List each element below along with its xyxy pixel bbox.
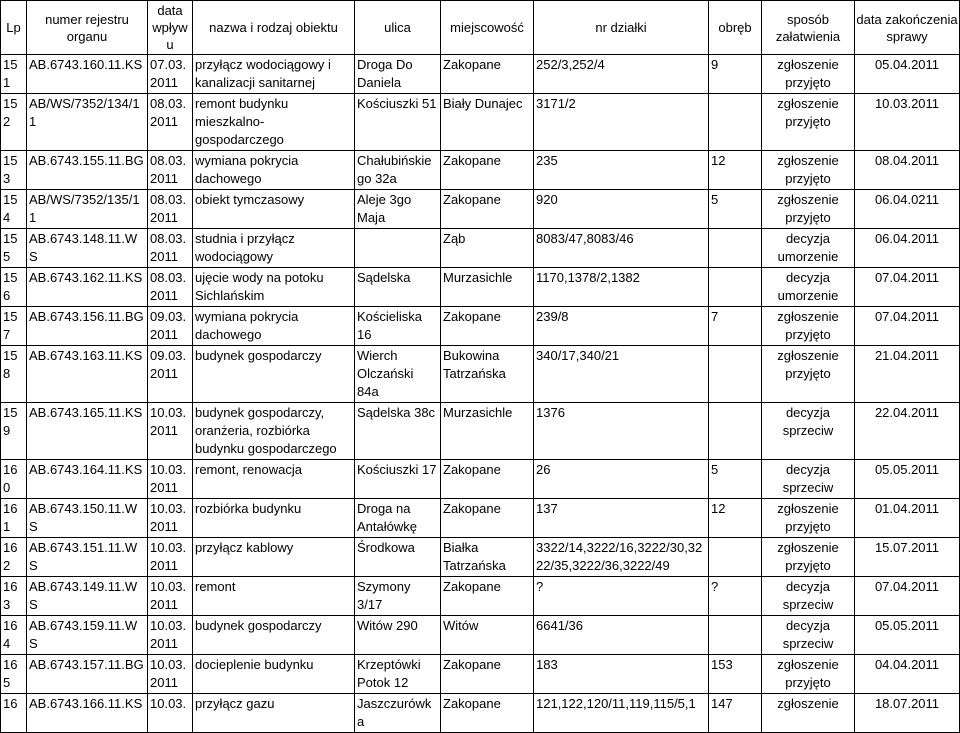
- cell-obreb: 12: [709, 499, 762, 538]
- cell-data-wplywu: 09.03. 2011: [148, 307, 193, 346]
- cell-numer-rejestru: AB.6743.159.11.WS: [27, 616, 148, 655]
- cell-miejscowosc: Zakopane: [441, 151, 534, 190]
- cell-data-wplywu: 10.03. 2011: [148, 460, 193, 499]
- cell-ulica: Jaszczurówka: [355, 694, 441, 733]
- cell-data-wplywu: 10.03. 2011: [148, 655, 193, 694]
- table-row: [1, 346, 960, 403]
- cell-nr-dzialki: 239/8: [534, 307, 709, 346]
- cell-data-zakonczenia: 07.04.2011: [855, 577, 960, 616]
- cell-ulica: Droga Do Daniela: [355, 55, 441, 94]
- cell-sposob: zgłoszenie przyjęto: [762, 538, 855, 577]
- cell-numer-rejestru: AB.6743.155.11.BG: [27, 151, 148, 190]
- cell-data-zakonczenia: 01.04.2011: [855, 499, 960, 538]
- header-numer-rejestru: numer rejestru organu: [27, 1, 148, 55]
- cell-nazwa: przyłącz wodociągowy i kanalizacji sanitarnej: [193, 55, 355, 94]
- cell-nazwa: przyłącz kablowy: [193, 538, 355, 577]
- cell-sposob: decyzja umorzenie: [762, 229, 855, 268]
- cell-lp: 15 3: [1, 151, 27, 190]
- cell-miejscowosc: Zakopane: [441, 577, 534, 616]
- cell-data-wplywu: 10.03. 2011: [148, 616, 193, 655]
- cell-miejscowosc: Zakopane: [441, 694, 534, 733]
- cell-data-wplywu: 08.03. 2011: [148, 190, 193, 229]
- cell-lp: 16 0: [1, 460, 27, 499]
- table-row: [1, 538, 960, 577]
- cell-lp: 15 8: [1, 346, 27, 403]
- table-row: [1, 151, 960, 190]
- cell-data-wplywu: 08.03. 2011: [148, 268, 193, 307]
- table-row: [1, 55, 960, 94]
- cell-data-zakonczenia: 10.03.2011: [855, 94, 960, 151]
- cell-ulica: Kościeliska 16: [355, 307, 441, 346]
- cell-obreb: 7: [709, 307, 762, 346]
- cell-miejscowosc: Zakopane: [441, 190, 534, 229]
- cell-ulica: Sądelska 38c: [355, 403, 441, 460]
- cell-data-zakonczenia: 06.04.0211: [855, 190, 960, 229]
- cell-nazwa: remont: [193, 577, 355, 616]
- cell-ulica: Kościuszki 51: [355, 94, 441, 151]
- cell-ulica: Sądelska: [355, 268, 441, 307]
- cell-miejscowosc: Murzasichle: [441, 268, 534, 307]
- cell-data-wplywu: 07.03. 2011: [148, 55, 193, 94]
- cell-miejscowosc: Białka Tatrzańska: [441, 538, 534, 577]
- cell-nazwa: remont budynku mieszkalno-gospodarczego: [193, 94, 355, 151]
- cell-ulica: Szymony 3/17: [355, 577, 441, 616]
- cell-sposob: zgłoszenie przyjęto: [762, 655, 855, 694]
- cell-nazwa: ujęcie wody na potoku Sichlańskim: [193, 268, 355, 307]
- cell-miejscowosc: Murzasichle: [441, 403, 534, 460]
- table-row: [1, 460, 960, 499]
- cell-data-wplywu: 08.03. 2011: [148, 94, 193, 151]
- cell-ulica: Krzeptówki Potok 12: [355, 655, 441, 694]
- header-lp: Lp: [1, 1, 27, 55]
- cell-ulica: Aleje 3go Maja: [355, 190, 441, 229]
- cell-obreb: [709, 229, 762, 268]
- table-row: [1, 616, 960, 655]
- cell-numer-rejestru: AB.6743.162.11.KS: [27, 268, 148, 307]
- header-row: [1, 1, 960, 55]
- cell-ulica: [355, 229, 441, 268]
- cell-data-zakonczenia: 04.04.2011: [855, 655, 960, 694]
- cell-obreb: [709, 538, 762, 577]
- cell-data-zakonczenia: 05.05.2011: [855, 616, 960, 655]
- cell-numer-rejestru: AB.6743.165.11.KS: [27, 403, 148, 460]
- header-data-zakonczenia: data zakończenia sprawy: [855, 1, 960, 55]
- cell-sposob: decyzja umorzenie: [762, 268, 855, 307]
- cell-sposob: decyzja sprzeciw: [762, 403, 855, 460]
- cell-ulica: Droga na Antałówkę: [355, 499, 441, 538]
- cell-nr-dzialki: 137: [534, 499, 709, 538]
- cell-nr-dzialki: 1170,1378/2,1382: [534, 268, 709, 307]
- table-row: [1, 190, 960, 229]
- cell-nazwa: rozbiórka budynku: [193, 499, 355, 538]
- cell-numer-rejestru: AB.6743.160.11.KS: [27, 55, 148, 94]
- cell-numer-rejestru: AB.6743.150.11.WS: [27, 499, 148, 538]
- cell-lp: 16 3: [1, 577, 27, 616]
- cell-sposob: decyzja sprzeciw: [762, 616, 855, 655]
- cell-data-wplywu: 09.03. 2011: [148, 346, 193, 403]
- cell-data-wplywu: 08.03. 2011: [148, 229, 193, 268]
- cell-nazwa: przyłącz gazu: [193, 694, 355, 733]
- cell-ulica: Kościuszki 17: [355, 460, 441, 499]
- cell-miejscowosc: Zakopane: [441, 55, 534, 94]
- cell-nazwa: docieplenie budynku: [193, 655, 355, 694]
- cell-obreb: [709, 346, 762, 403]
- cell-nazwa: wymiana pokrycia dachowego: [193, 307, 355, 346]
- header-nr-dzialki: nr działki: [534, 1, 709, 55]
- cell-miejscowosc: Ząb: [441, 229, 534, 268]
- cell-numer-rejestru: AB.6743.164.11.KS: [27, 460, 148, 499]
- cell-miejscowosc: Biały Dunajec: [441, 94, 534, 151]
- cell-lp: 16 2: [1, 538, 27, 577]
- cell-data-wplywu: 10.03. 2011: [148, 577, 193, 616]
- cell-data-zakonczenia: 05.05.2011: [855, 460, 960, 499]
- cell-sposob: zgłoszenie przyjęto: [762, 94, 855, 151]
- cell-obreb: 5: [709, 460, 762, 499]
- cell-ulica: Środkowa: [355, 538, 441, 577]
- cell-obreb: ?: [709, 577, 762, 616]
- cell-numer-rejestru: AB.6743.151.11.WS: [27, 538, 148, 577]
- cell-sposob: zgłoszenie: [762, 694, 855, 733]
- table-row: [1, 229, 960, 268]
- cell-ulica: Wierch Olczański 84a: [355, 346, 441, 403]
- cell-data-zakonczenia: 21.04.2011: [855, 346, 960, 403]
- cell-sposob: decyzja sprzeciw: [762, 460, 855, 499]
- cell-numer-rejestru: AB.6743.163.11.KS: [27, 346, 148, 403]
- cell-ulica: Witów 290: [355, 616, 441, 655]
- table-row: [1, 694, 960, 733]
- cell-numer-rejestru: AB.6743.149.11.WS: [27, 577, 148, 616]
- cell-data-wplywu: 10.03. 2011: [148, 538, 193, 577]
- cell-lp: 15 1: [1, 55, 27, 94]
- cell-obreb: [709, 403, 762, 460]
- table-row: [1, 268, 960, 307]
- cell-lp: 16: [1, 694, 27, 733]
- cell-miejscowosc: Zakopane: [441, 499, 534, 538]
- cell-data-zakonczenia: 06.04.2011: [855, 229, 960, 268]
- header-ulica: ulica: [355, 1, 441, 55]
- cell-lp: 15 5: [1, 229, 27, 268]
- cell-nr-dzialki: 183: [534, 655, 709, 694]
- cell-nazwa: remont, renowacja: [193, 460, 355, 499]
- cell-data-zakonczenia: 08.04.2011: [855, 151, 960, 190]
- cell-nr-dzialki: 6641/36: [534, 616, 709, 655]
- cell-miejscowosc: Zakopane: [441, 460, 534, 499]
- cell-sposob: zgłoszenie przyjęto: [762, 346, 855, 403]
- cell-nazwa: obiekt tymczasowy: [193, 190, 355, 229]
- cell-nr-dzialki: ?: [534, 577, 709, 616]
- cell-lp: 16 4: [1, 616, 27, 655]
- cell-nazwa: budynek gospodarczy: [193, 346, 355, 403]
- cell-data-wplywu: 10.03. 2011: [148, 403, 193, 460]
- cell-sposob: zgłoszenie przyjęto: [762, 55, 855, 94]
- cell-numer-rejestru: AB.6743.148.11.WS: [27, 229, 148, 268]
- cell-sposob: decyzja sprzeciw: [762, 577, 855, 616]
- cell-nr-dzialki: 8083/47,8083/46: [534, 229, 709, 268]
- cell-miejscowosc: Zakopane: [441, 307, 534, 346]
- cell-obreb: 12: [709, 151, 762, 190]
- cell-sposob: zgłoszenie przyjęto: [762, 307, 855, 346]
- header-miejscowosc: miejscowość: [441, 1, 534, 55]
- cell-data-zakonczenia: 05.04.2011: [855, 55, 960, 94]
- header-nazwa: nazwa i rodzaj obiektu: [193, 1, 355, 55]
- table-row: [1, 499, 960, 538]
- cell-nazwa: wymiana pokrycia dachowego: [193, 151, 355, 190]
- cell-data-wplywu: 10.03. 2011: [148, 499, 193, 538]
- cell-obreb: 153: [709, 655, 762, 694]
- header-obreb: obręb: [709, 1, 762, 55]
- cell-data-zakonczenia: 18.07.2011: [855, 694, 960, 733]
- header-data-wplywu: data wpływu: [148, 1, 193, 55]
- cell-numer-rejestru: AB.6743.157.11.BG: [27, 655, 148, 694]
- cell-numer-rejestru: AB/WS/7352/135/1 1: [27, 190, 148, 229]
- cell-sposob: zgłoszenie przyjęto: [762, 499, 855, 538]
- cell-numer-rejestru: AB.6743.156.11.BG: [27, 307, 148, 346]
- cell-lp: 15 2: [1, 94, 27, 151]
- cell-nr-dzialki: 3322/14,3222/16,3222/30,32 22/35,3222/36,3222/49: [534, 538, 709, 577]
- table-row: [1, 577, 960, 616]
- cell-lp: 15 7: [1, 307, 27, 346]
- cell-lp: 15 4: [1, 190, 27, 229]
- table-row: [1, 403, 960, 460]
- table-row: [1, 655, 960, 694]
- cell-lp: 16 5: [1, 655, 27, 694]
- cell-obreb: 147: [709, 694, 762, 733]
- cell-obreb: [709, 94, 762, 151]
- table-row: [1, 307, 960, 346]
- cell-nr-dzialki: 121,122,120/11,119,115/5,1: [534, 694, 709, 733]
- cell-obreb: 9: [709, 55, 762, 94]
- cell-numer-rejestru: AB/WS/7352/134/1 1: [27, 94, 148, 151]
- cell-data-wplywu: 08.03. 2011: [148, 151, 193, 190]
- cell-nr-dzialki: 920: [534, 190, 709, 229]
- cell-nr-dzialki: 26: [534, 460, 709, 499]
- cell-data-zakonczenia: 15.07.2011: [855, 538, 960, 577]
- cell-nr-dzialki: 235: [534, 151, 709, 190]
- header-sposob: sposób załatwienia: [762, 1, 855, 55]
- cell-sposob: zgłoszenie przyjęto: [762, 190, 855, 229]
- cell-nr-dzialki: 340/17,340/21: [534, 346, 709, 403]
- cell-nazwa: studnia i przyłącz wodociągowy: [193, 229, 355, 268]
- cell-lp: 15 9: [1, 403, 27, 460]
- cell-lp: 16 1: [1, 499, 27, 538]
- cell-miejscowosc: Witów: [441, 616, 534, 655]
- cell-lp: 15 6: [1, 268, 27, 307]
- cell-data-zakonczenia: 07.04.2011: [855, 268, 960, 307]
- cell-data-zakonczenia: 22.04.2011: [855, 403, 960, 460]
- cell-nr-dzialki: 3171/2: [534, 94, 709, 151]
- cell-miejscowosc: Zakopane: [441, 655, 534, 694]
- cell-data-wplywu: 10.03.: [148, 694, 193, 733]
- cell-data-zakonczenia: 07.04.2011: [855, 307, 960, 346]
- cell-sposob: zgłoszenie przyjęto: [762, 151, 855, 190]
- cell-obreb: [709, 616, 762, 655]
- table-row: [1, 94, 960, 151]
- cell-nr-dzialki: 252/3,252/4: [534, 55, 709, 94]
- cell-ulica: Chałubińskie go 32a: [355, 151, 441, 190]
- cell-nazwa: budynek gospodarczy: [193, 616, 355, 655]
- cell-numer-rejestru: AB.6743.166.11.KS: [27, 694, 148, 733]
- cell-miejscowosc: Bukowina Tatrzańska: [441, 346, 534, 403]
- cell-nazwa: budynek gospodarczy, oranżeria, rozbiórka budynku gospodarczego: [193, 403, 355, 460]
- cell-obreb: 5: [709, 190, 762, 229]
- cell-obreb: [709, 268, 762, 307]
- cell-nr-dzialki: 1376: [534, 403, 709, 460]
